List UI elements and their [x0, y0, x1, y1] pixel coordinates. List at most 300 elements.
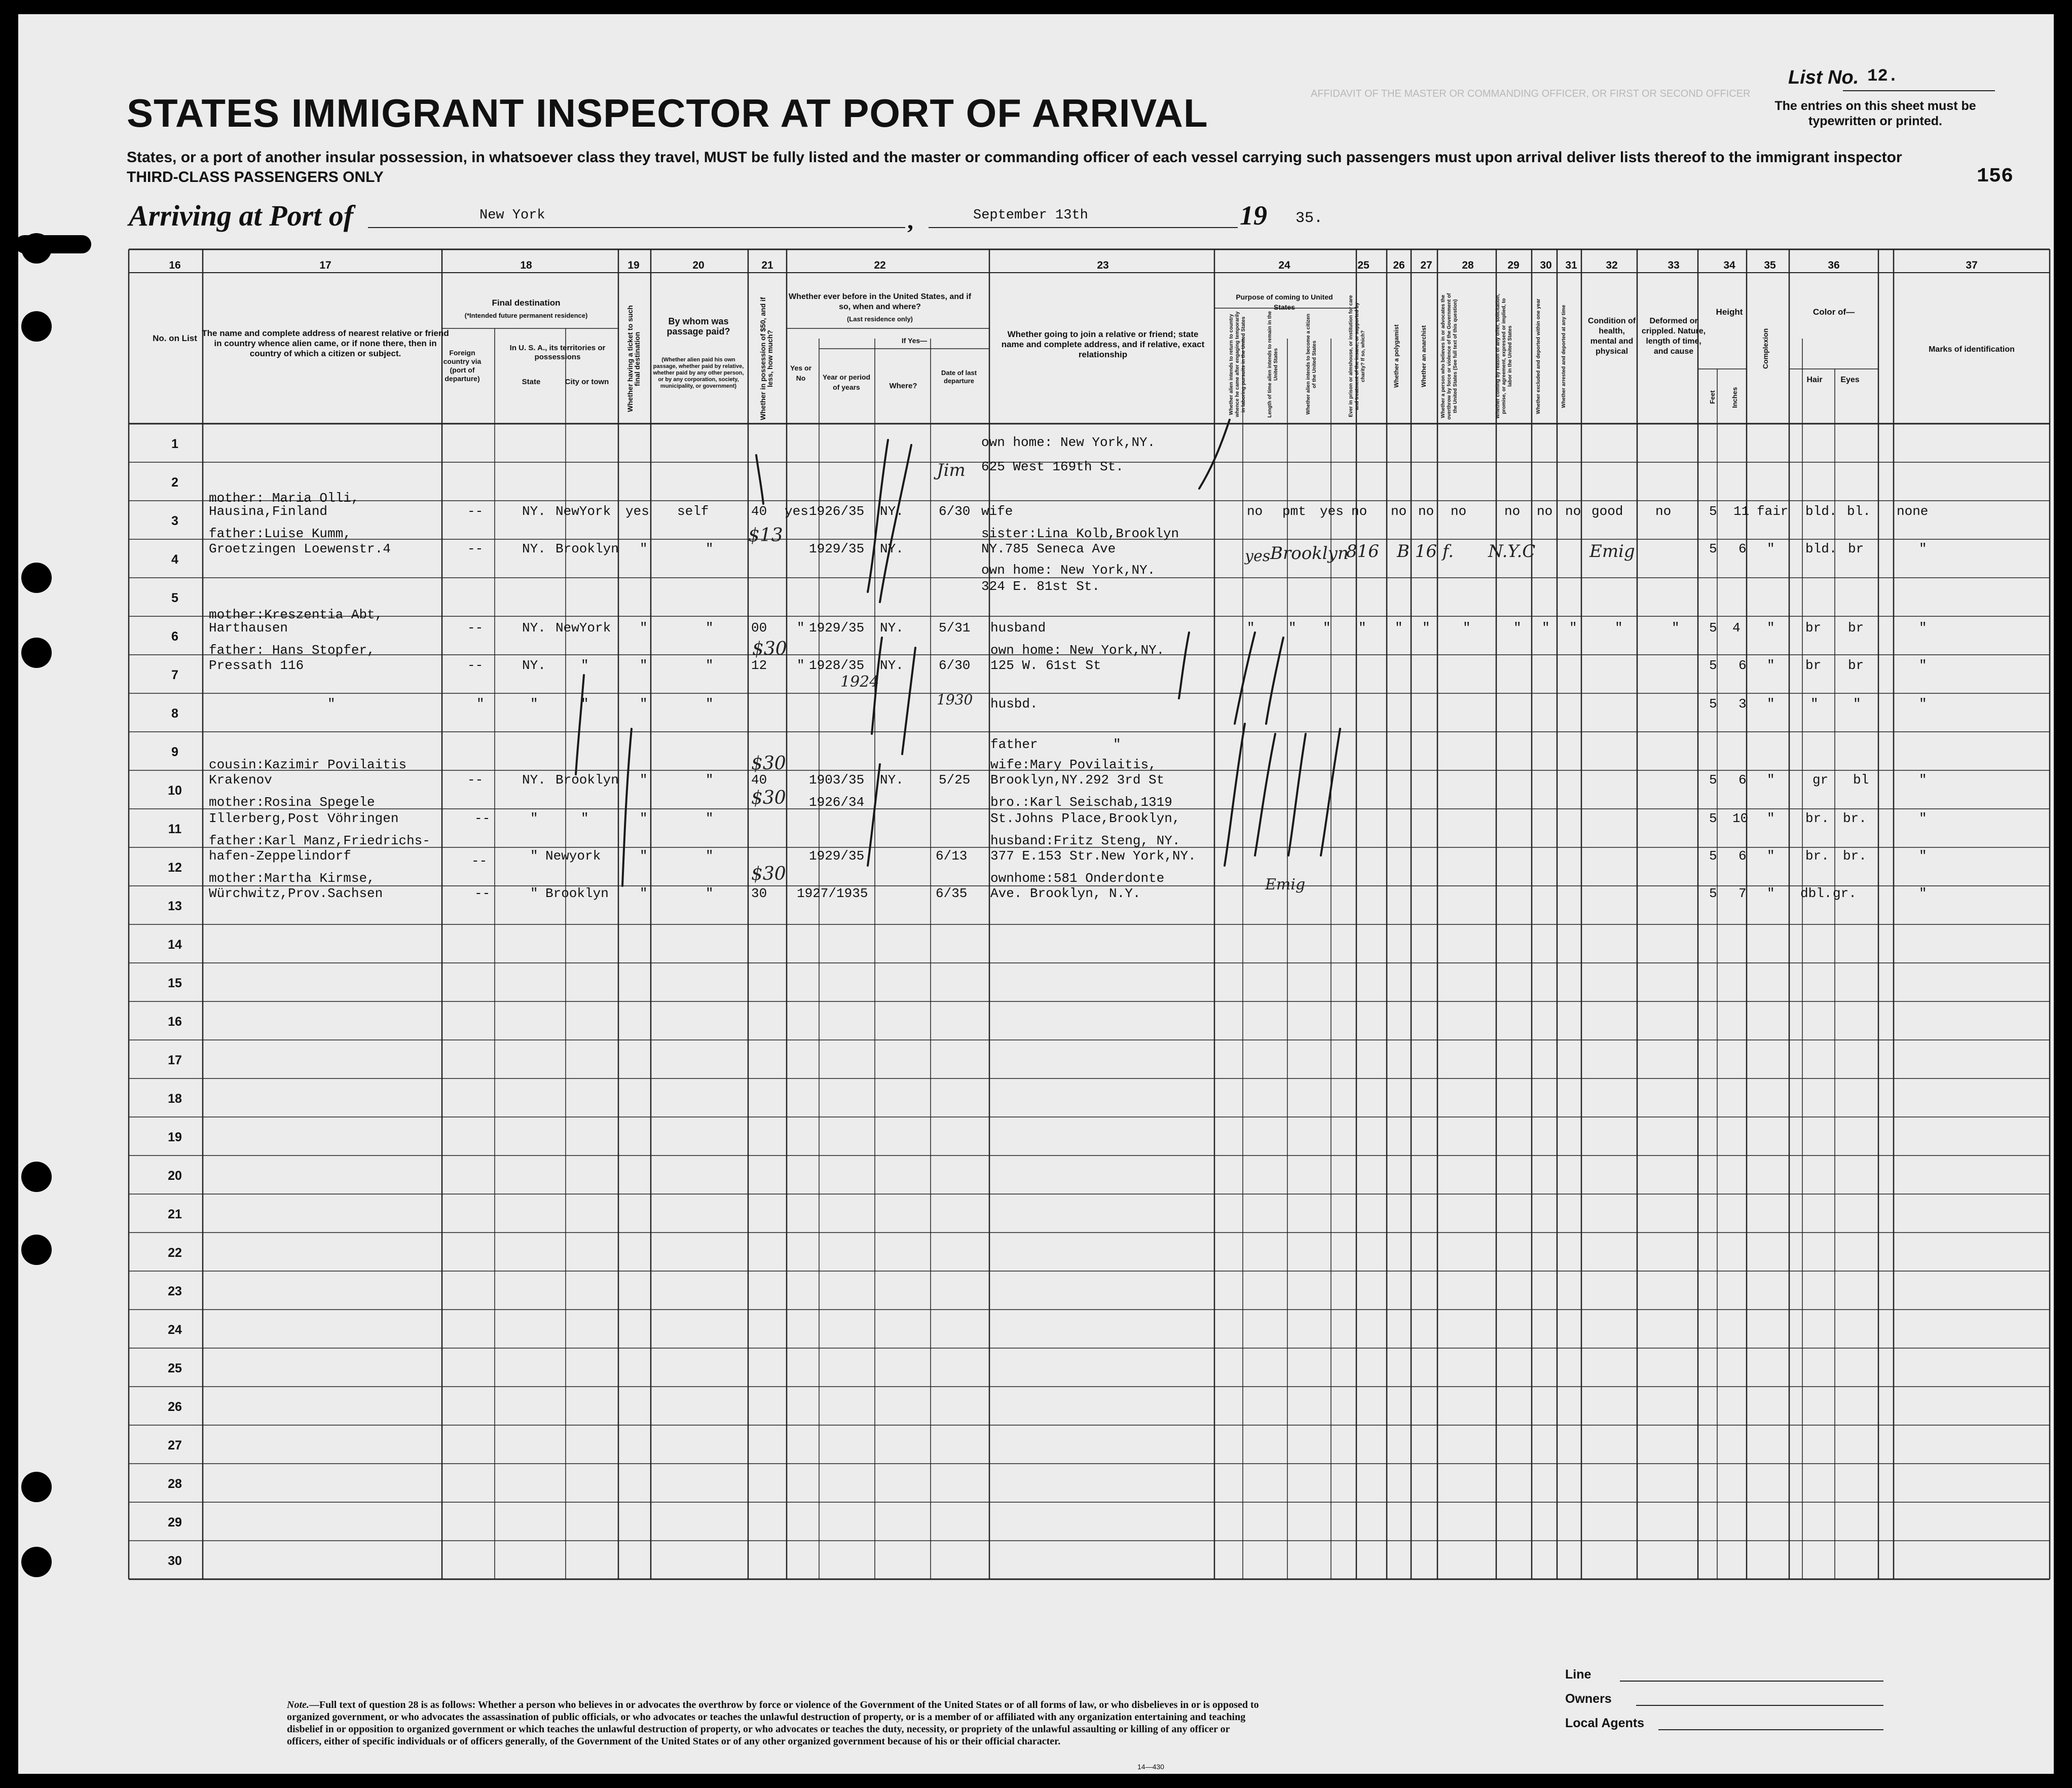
entry: yes — [625, 504, 649, 519]
handwritten-note: N.Y.C — [1488, 541, 1536, 562]
entry: hafen-Zeppelindorf — [209, 848, 351, 864]
row-number: 11 — [168, 822, 182, 836]
list-label: List No. — [1788, 67, 1859, 88]
entry: " — [1919, 658, 1927, 673]
entry: br — [1848, 620, 1864, 636]
handwritten-note: $30 — [751, 864, 786, 884]
row-number: 15 — [168, 976, 182, 990]
row-number: 24 — [168, 1323, 182, 1337]
handwritten-note: Emig — [1265, 876, 1306, 893]
class-line: THIRD-CLASS PASSENGERS ONLY — [127, 169, 384, 185]
entry: NY.785 Seneca Ave — [981, 541, 1116, 556]
entry: 1929/35 — [809, 541, 865, 556]
pen-stroke — [756, 455, 763, 504]
entry: " — [1810, 696, 1819, 712]
entry: 5 — [1709, 772, 1717, 788]
entry: -- — [474, 886, 491, 901]
col-header: Height — [1716, 307, 1743, 317]
entry: " — [1767, 620, 1775, 636]
entry: 30 — [751, 886, 767, 901]
col-header: Complexion — [1761, 328, 1769, 369]
pen-stroke — [1266, 638, 1283, 724]
entry: -- — [467, 658, 484, 673]
year-suffix: 35. — [1296, 210, 1323, 227]
entry: father:Karl Manz,Friedrichs- — [209, 833, 430, 848]
entry: no — [1391, 504, 1407, 519]
row-number: 6 — [171, 629, 178, 644]
entry: Brooklyn — [556, 772, 619, 788]
entry: 6/30 — [939, 504, 971, 519]
handwritten-note: yes — [1245, 547, 1271, 565]
entry: mother: Maria Olli, — [209, 491, 359, 506]
entry: br. — [1843, 811, 1867, 826]
arriving-label: Arriving at Port of — [129, 199, 354, 232]
entry: 40 — [751, 504, 767, 519]
entry: husbd. — [990, 696, 1038, 712]
entry: 1929/35 — [809, 620, 865, 636]
entry: no — [1418, 504, 1434, 519]
entry: Krakenov — [209, 772, 272, 788]
row-number: 7 — [171, 668, 178, 682]
pen-stroke — [902, 648, 915, 754]
entry: " — [1767, 696, 1775, 712]
col-num: 24 — [1278, 259, 1290, 271]
col-num: 20 — [692, 259, 705, 271]
entry: " — [797, 620, 805, 636]
entry: bld. — [1805, 541, 1837, 556]
row-number: 28 — [168, 1477, 182, 1491]
entry: father:Luise Kumm, — [209, 526, 351, 541]
col-num: 37 — [1966, 259, 1978, 271]
entry: " — [640, 658, 648, 673]
entry: " — [1542, 620, 1550, 636]
col-num: 30 — [1540, 259, 1552, 271]
entry: 6/30 — [939, 658, 971, 673]
row-number: 12 — [168, 861, 182, 875]
col-num: 19 — [627, 259, 640, 271]
entry: " — [706, 620, 714, 636]
entry: no — [1247, 504, 1263, 519]
entry: " — [1919, 811, 1927, 826]
entry: " — [1395, 620, 1403, 636]
col-num: 28 — [1462, 259, 1474, 271]
entry: NY. — [522, 620, 546, 636]
entry: " — [640, 541, 648, 556]
row-number: 8 — [171, 706, 178, 721]
typewritten-notice: The entries on this sheet must be typewritten or printed. — [1774, 99, 1976, 128]
handwritten-note: $30 — [751, 788, 786, 808]
col-subheader: (Whether alien paid his own passage, whether paid by relative, whether paid by any other person, or by any corporation, society, municipality, or government) — [653, 357, 744, 389]
entry: " — [640, 848, 648, 864]
col-header: Whether a polygamist — [1393, 324, 1400, 388]
row-number: 18 — [168, 1092, 182, 1106]
entry: " — [706, 541, 714, 556]
entry: 6 — [1738, 848, 1747, 864]
form-number: 14—430 — [1137, 1763, 1164, 1771]
handwritten-note: Emig — [1589, 541, 1635, 562]
col-subheader: If Yes— — [901, 337, 928, 345]
entry: NY. — [880, 541, 904, 556]
col-num: 35 — [1764, 259, 1776, 271]
entry: " — [1919, 772, 1927, 788]
entry: " — [1767, 848, 1775, 864]
entry: 5/25 — [939, 772, 971, 788]
entry: yes — [1320, 504, 1344, 519]
entry: " — [1288, 620, 1297, 636]
entry: " — [1422, 620, 1430, 636]
entry: NY. — [880, 504, 904, 519]
row-number: 16 — [168, 1015, 182, 1029]
entry: Illerberg,Post Vöhringen — [209, 811, 399, 826]
manifest-sheet — [18, 14, 2054, 1774]
pen-stroke — [1255, 734, 1275, 855]
port-value: New York — [479, 208, 545, 223]
entry: " — [1113, 737, 1121, 752]
entry: mother:Martha Kirmse, — [209, 871, 375, 886]
sheet-number: 156 — [1977, 165, 2014, 188]
entry: ownhome:581 Onderdonte — [990, 871, 1165, 886]
col-header: Whether coming by reason of any offer, solicitation, promise, or agreement, expressed or implied, to labor in the United States — [1495, 293, 1513, 419]
entry: 5/31 — [939, 620, 971, 636]
handwritten-note: $13 — [748, 525, 783, 546]
row-number: 10 — [168, 784, 182, 798]
entry: " — [1919, 620, 1927, 636]
entry: 6 — [1738, 772, 1747, 788]
entry: 5 — [1709, 886, 1717, 901]
entry: " — [1767, 658, 1775, 673]
entry: 1926/35 — [809, 504, 865, 519]
entry: -- — [467, 541, 484, 556]
entry: Harthausen — [209, 620, 288, 636]
entry: bld. — [1805, 504, 1837, 519]
entry: Groetzingen Loewenstr.4 — [209, 541, 391, 556]
entry: Ave. Brooklyn, N.Y. — [990, 886, 1141, 901]
list-number: 12. — [1867, 67, 1899, 86]
entry: NY. — [522, 504, 546, 519]
entry: " — [1569, 620, 1577, 636]
entry: 5 — [1709, 541, 1717, 556]
entry: " — [530, 886, 538, 901]
col-subheader: (Last residence only) — [846, 315, 913, 323]
entry: " — [1247, 620, 1255, 636]
entry: " — [476, 696, 485, 712]
entry: " — [530, 811, 538, 826]
entry: no — [1504, 504, 1521, 519]
col-header: Ever in prison or almshouse, or institution for care and treatment of the insane, or supported by charity? If so, which? — [1348, 295, 1366, 418]
col-header: Marks of identification — [1929, 345, 2015, 354]
row-number: 23 — [168, 1284, 182, 1298]
entry: 5 — [1709, 811, 1717, 826]
entry: gr. — [1833, 886, 1857, 901]
entry: -- — [471, 853, 488, 869]
entry: no — [1351, 504, 1367, 519]
entry: 4 — [1732, 620, 1741, 636]
col-num: 32 — [1606, 259, 1618, 271]
entry: 6 — [1738, 541, 1747, 556]
col-header: Whether an anarchist — [1420, 325, 1427, 388]
pen-stroke — [1199, 420, 1230, 489]
col-sub: Foreign country via (port of departure) — [443, 349, 482, 383]
entry: " — [640, 696, 648, 712]
entry: 5 — [1709, 848, 1717, 864]
entry: " — [1615, 620, 1623, 636]
entry: own home: New York,NY. — [990, 643, 1165, 658]
entry: none — [1897, 504, 1929, 519]
entry: no — [1451, 504, 1467, 519]
agents-label: Local Agents — [1565, 1716, 1645, 1730]
entry: father: Hans Stopfer, — [209, 643, 375, 658]
entry: " — [1919, 696, 1927, 712]
entry: " — [797, 658, 805, 673]
entry: br. — [1843, 848, 1867, 864]
entry: good — [1592, 504, 1623, 519]
entry: own home: New York,NY. — [981, 435, 1156, 450]
entry: Brooklyn,NY.292 3rd St — [990, 772, 1165, 788]
entry: " — [1919, 541, 1927, 556]
row-number: 3 — [171, 514, 178, 528]
row-number: 5 — [171, 591, 178, 605]
col-num: 18 — [520, 259, 532, 271]
entry: br — [1805, 620, 1822, 636]
entry: 3 — [1738, 696, 1747, 712]
entry: Brooklyn — [545, 886, 609, 901]
entry: -- — [467, 620, 484, 636]
entry: " — [640, 886, 648, 901]
col-num: 21 — [761, 259, 773, 271]
col-sub: Where? — [889, 382, 917, 390]
entry: NY. — [522, 772, 546, 788]
entry: no — [1537, 504, 1553, 519]
entry: NY. — [522, 541, 546, 556]
pen-stroke — [868, 764, 880, 866]
entry: " — [581, 696, 589, 712]
entry: " — [640, 620, 648, 636]
row-number: 13 — [168, 899, 182, 913]
entry: " — [1919, 848, 1927, 864]
entry: sister:Lina Kolb,Brooklyn — [981, 526, 1179, 541]
entry: NewYork — [556, 504, 611, 519]
col-num: 27 — [1420, 259, 1432, 271]
col-num: 16 — [169, 259, 181, 271]
col-sub: Feet — [1709, 390, 1716, 404]
col-sub: Hair — [1806, 376, 1823, 384]
col-sub: Whether alien intends to become a citizen of the United States — [1306, 314, 1317, 415]
col-sub: City or town — [565, 378, 609, 386]
entry: 1928/35 — [809, 658, 865, 673]
entry: husband:Fritz Steng, NY. — [990, 833, 1180, 848]
entry: " — [1672, 620, 1680, 636]
entry: " — [1358, 620, 1366, 636]
row-number: 25 — [168, 1361, 182, 1375]
entry: gr — [1812, 772, 1829, 788]
entry: 6/13 — [936, 848, 968, 864]
col-header: Whether having a ticket to such final destination — [626, 305, 641, 413]
line-label: Line — [1565, 1667, 1592, 1682]
row-number: 19 — [168, 1130, 182, 1144]
entry: 11 — [1733, 504, 1750, 519]
col-sub: State — [522, 378, 541, 386]
entry: 5 — [1709, 658, 1717, 673]
entry: cousin:Kazimir Povilaitis — [209, 757, 407, 772]
year-prefix: 19 — [1240, 200, 1267, 231]
owners-label: Owners — [1565, 1692, 1612, 1706]
entry: wife:Mary Povilaitis, — [990, 757, 1157, 772]
col-sub: Date of last departure — [941, 369, 977, 385]
handwritten-note: Jim — [937, 460, 966, 480]
entry: no — [1655, 504, 1672, 519]
col-sub: Year or period of years — [822, 373, 871, 391]
col-num: 25 — [1357, 259, 1370, 271]
entry: " — [1853, 696, 1861, 712]
col-header: Whether ever before in the United States, and if so, when and where? — [788, 292, 972, 311]
entry: 324 E. 81st St. — [981, 579, 1100, 594]
entry: wife — [981, 504, 1013, 519]
entry: 625 West 169th St. — [981, 459, 1124, 474]
entry: NY. — [880, 620, 904, 636]
col-header: Whether a person who believes in or advocates the overthrow by force or violence of the Government of the United States (See full text of this question) — [1440, 293, 1458, 420]
entry: " — [530, 848, 538, 864]
row-number: 30 — [168, 1554, 182, 1568]
col-num: 26 — [1393, 259, 1405, 271]
entry: mother:Kreszentia Abt, — [209, 607, 383, 622]
entry: self — [677, 504, 709, 519]
row-number: 29 — [168, 1515, 182, 1530]
footnote-label: Note. — [287, 1699, 309, 1710]
col-header: Whether arrested and deported at any time — [1561, 305, 1567, 408]
col-header: By whom was passage paid? — [667, 316, 730, 337]
entry: br — [1805, 658, 1822, 673]
entry: 12 — [751, 658, 767, 673]
entry: 00 — [751, 620, 767, 636]
row-number: 27 — [168, 1438, 182, 1452]
row-number: 21 — [168, 1207, 182, 1221]
entry: father — [990, 737, 1038, 752]
handwritten-note: $30 — [751, 753, 786, 774]
handwritten-note: B 16 f. — [1397, 541, 1454, 562]
entry: 6 — [1738, 658, 1747, 673]
entry: bl — [1853, 772, 1869, 788]
col-header: Color of— — [1812, 307, 1855, 317]
entry: " — [1767, 886, 1775, 901]
col-header: Deformed or crippled. Nature, length of time, and cause — [1641, 317, 1706, 356]
entry: NY. — [880, 772, 904, 788]
agents-rule — [1658, 1729, 1883, 1730]
owners-rule — [1636, 1705, 1883, 1706]
entry: br — [1848, 541, 1864, 556]
entry: Pressath 116 — [209, 658, 304, 673]
row-number: 14 — [168, 938, 182, 952]
pen-stroke — [1225, 724, 1245, 866]
col-sub: Length of time alien intends to remain in the United States — [1267, 311, 1279, 418]
entry: " — [1767, 541, 1775, 556]
col-num: 22 — [874, 259, 886, 271]
entry: bro.:Karl Seischab,1319 — [990, 795, 1172, 810]
handwritten-note: 816 — [1346, 541, 1379, 562]
entry: " — [530, 696, 538, 712]
entry: " — [1513, 620, 1522, 636]
entry: 5 — [1709, 620, 1717, 636]
entry: " — [640, 772, 648, 788]
row-number: 17 — [168, 1053, 182, 1067]
col-num: 34 — [1723, 259, 1735, 271]
pen-stroke — [1288, 734, 1306, 855]
col-header: Whether going to join a relative or friend; state name and complete address, and if relative, exact relationship — [1001, 329, 1205, 359]
row-number: 1 — [171, 437, 178, 451]
col-header: Final destination — [492, 298, 561, 308]
row-number: 20 — [168, 1169, 182, 1183]
col-subheader: (*Intended future permanent residence) — [464, 312, 588, 319]
col-num: 17 — [319, 259, 331, 271]
date-value: September 13th — [973, 208, 1088, 223]
entry: Würchwitz,Prov.Sachsen — [209, 886, 383, 901]
col-header: Condition of health, mental and physical — [1587, 317, 1636, 356]
col-sub: Whether alien intends to return to country whence he came after engaging temporarily in laboring pursuits in the United States — [1229, 311, 1246, 418]
entry: 1926/34 — [809, 795, 865, 810]
footnote-text: —Full text of question 28 is as follows: Whether a person who believes in or advocates the overthrow by force or violence of the Government of the United States or of all forms of law, or who disbelieves in or is opposed to organized government, or who advocates the assassination of public officials, or who advocates or teaches the unlawful destruction of property, or is a member of or affiliated with any organization entertaining and teaching disbelief in or opposition to organized government or which teaches the unlawful destruction of property, or who advocates or teaches the duty, necessity, or propriety of the unlawful assaulting or killing of any officer or officers, either of specific individuals or of officers generally, of the Government of the United States or of any other organized government because of his or their official character. — [287, 1699, 1259, 1747]
col-sub: Inches — [1731, 387, 1738, 408]
entry: Brooklyn — [556, 541, 619, 556]
entry: 40 — [751, 772, 767, 788]
entry: husband — [990, 620, 1046, 636]
col-header: Whether in possession of $50, and if less, how much? — [759, 297, 774, 421]
entry: " — [1767, 811, 1775, 826]
row-number: 4 — [171, 552, 178, 567]
entry: " — [706, 886, 714, 901]
entry: 377 E.153 Str.New York,NY. — [990, 848, 1196, 864]
pen-stroke — [1321, 729, 1340, 855]
entry: 5 — [1709, 696, 1717, 712]
pen-stroke — [872, 638, 882, 734]
col-header: No. on List — [153, 333, 197, 343]
row-number: 9 — [171, 745, 178, 759]
entry: dbl. — [1800, 886, 1832, 901]
col-header: Purpose of coming to United States — [1236, 293, 1333, 311]
entry: NewYork — [556, 620, 611, 636]
handwritten-note: $30 — [752, 639, 787, 659]
entry: no — [1565, 504, 1581, 519]
entry: br. — [1805, 848, 1829, 864]
footnote — [287, 1699, 1265, 1747]
entry: br. — [1805, 811, 1829, 826]
col-num: 33 — [1668, 259, 1680, 271]
entry: bl. — [1847, 504, 1871, 519]
entry: 10 — [1732, 811, 1749, 826]
entry: 1927/1935 — [797, 886, 868, 901]
page-title: STATES IMMIGRANT INSPECTOR AT PORT OF ARRIVAL — [127, 91, 1208, 135]
entry: " — [640, 811, 648, 826]
entry: " — [706, 696, 714, 712]
pen-stroke — [1235, 632, 1255, 724]
entry: br — [1848, 658, 1864, 673]
entry: " — [706, 848, 714, 864]
entry: 6/35 — [936, 886, 968, 901]
entry: " — [706, 811, 714, 826]
entry: Newyork — [545, 848, 601, 864]
entry: fair — [1757, 504, 1789, 519]
col-sub: Eyes — [1840, 376, 1860, 384]
col-header: The name and complete address of nearest relative or friend in country whence alien came, or if none there, then in country of which a citizen or subject. — [202, 328, 449, 358]
col-num: 29 — [1507, 259, 1520, 271]
entry: " — [581, 811, 589, 826]
row-number: 26 — [168, 1400, 182, 1414]
entry: " — [1767, 772, 1775, 788]
pen-stroke — [576, 675, 584, 774]
handwritten-note: 1924 — [840, 673, 879, 691]
faded-affidavit-text: AFFIDAVIT OF THE MASTER OR COMMANDING OFFICER, OR FIRST OR SECOND OFFICER — [1311, 88, 1751, 99]
entry: -- — [467, 504, 484, 519]
pen-stroke — [1179, 632, 1189, 698]
entry: 5 — [1709, 504, 1717, 519]
